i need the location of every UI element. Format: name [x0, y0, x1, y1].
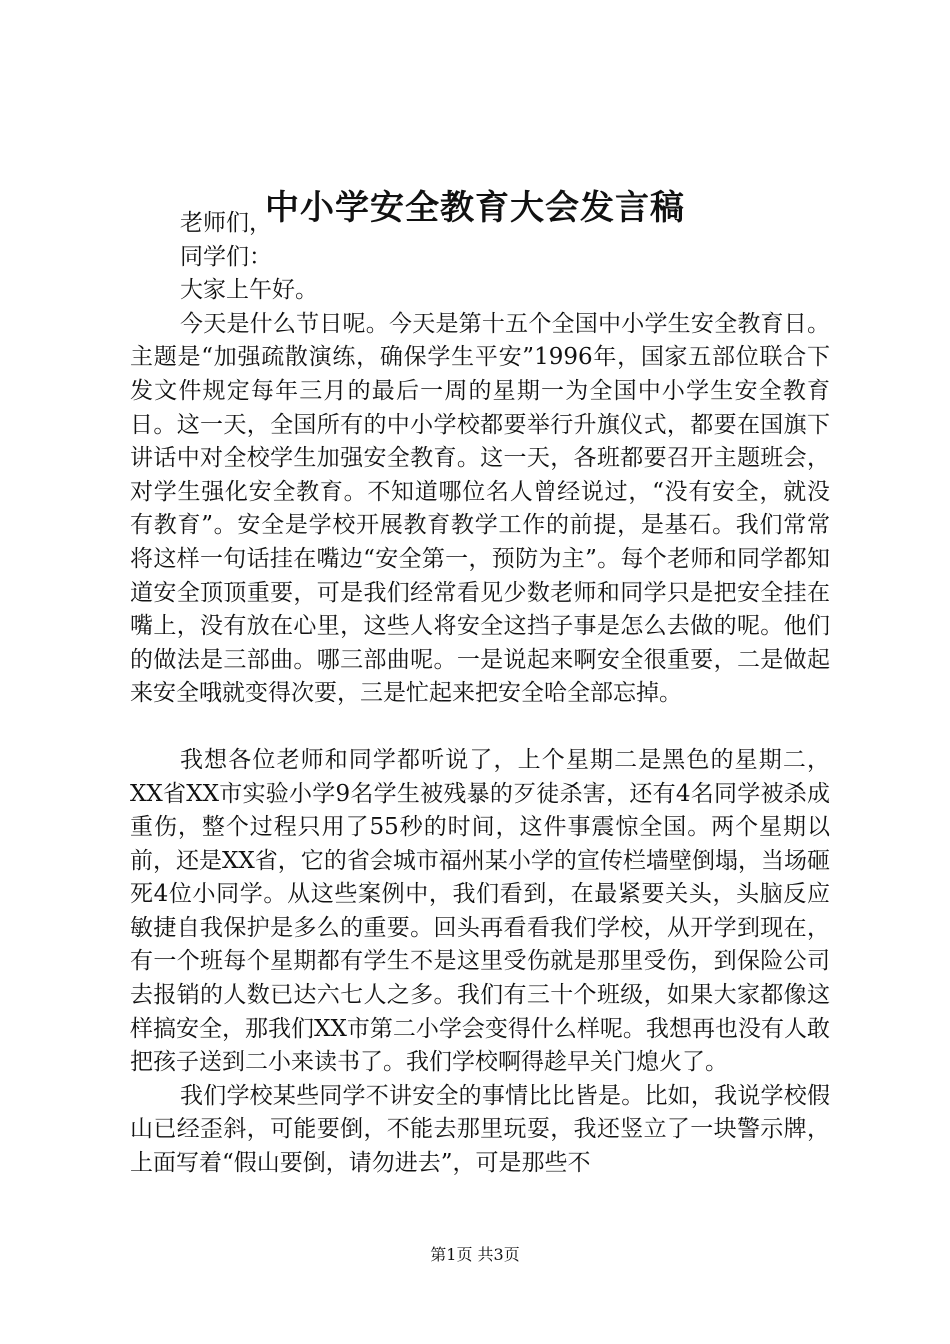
salutation-teachers: 老师们， [180, 210, 272, 236]
page-footer: 第1页 共3页 [430, 1245, 520, 1264]
salutation-students: 同学们： [180, 243, 272, 270]
paragraph-safety-day: 今天是什么节日呢。今天是第十五个全国中小学生安全教育日。主题是“加强疏散演练，确保学生平安”1996年，国家五部位联合下发文件规定每年三月的最后一周的星期一为全国中小学生安全教育日。这一天，全国所有的中小学校都要举行升旗仪式，都要在国旗下讲话中对全校学生加强安全教育。这一天，各班都要召开主题班会，对学生强化安全教育。不知道哪位名人曾经说过，“没有安全，就没有教育”。安全是学校开展教育教学工作的前提，是基石。我们常常将这样一句话挂在嘴边“安全第一，预防为主”。每个老师和同学都知道安全顶顶重要，可是我们经常看见少数老师和同学只是把安全挂在嘴上，没有放在心里，这些人将安全这挡子事是怎么去做的呢。他们的做法是三部曲。哪三部曲呢。一是说起来啊安全很重要，二是做起来安全哦就变得次要，三是忙起来把安全哈全部忘掉。 [130, 310, 830, 707]
document-title: 中小学安全教育大会发言稿 [265, 188, 685, 228]
greeting: 大家上午好。 [180, 277, 318, 304]
document-body [130, 207, 830, 1181]
paragraph-incidents: 我想各位老师和同学都听说了，上个星期二是黑色的星期二，XX省XX市实验小学9名学生被残暴的歹徒杀害，还有4名同学被杀成重伤，整个过程只用了55秒的时间，这件事震惊全国。两个星期以前，还是XX省，它的省会城市福州某小学的宣传栏墙壁倒塌，当场砸死4位小同学。从这些案例中，我们看到，在最紧要关头，头脑反应敏捷自我保护是多么的重要。回头再看看我们学校，从开学到现在，有一个班每个星期都有学生不是这里受伤就是那里受伤，到保险公司去报销的人数已达六七人之多。我们有三十个班级，如果大家都像这样搞安全，那我们XX市第二小学会变得什么样呢。我想再也没有人敢把孩子送到二小来读书了。我们学校啊得趁早关门熄火了。 [130, 746, 830, 1076]
paragraph-school-examples: 我们学校某些同学不讲安全的事情比比皆是。比如，我说学校假山已经歪斜，可能要倒，不能去那里玩耍，我还竖立了一块警示牌，上面写着“假山要倒，请勿进去”，可是那些不 [130, 1082, 830, 1177]
